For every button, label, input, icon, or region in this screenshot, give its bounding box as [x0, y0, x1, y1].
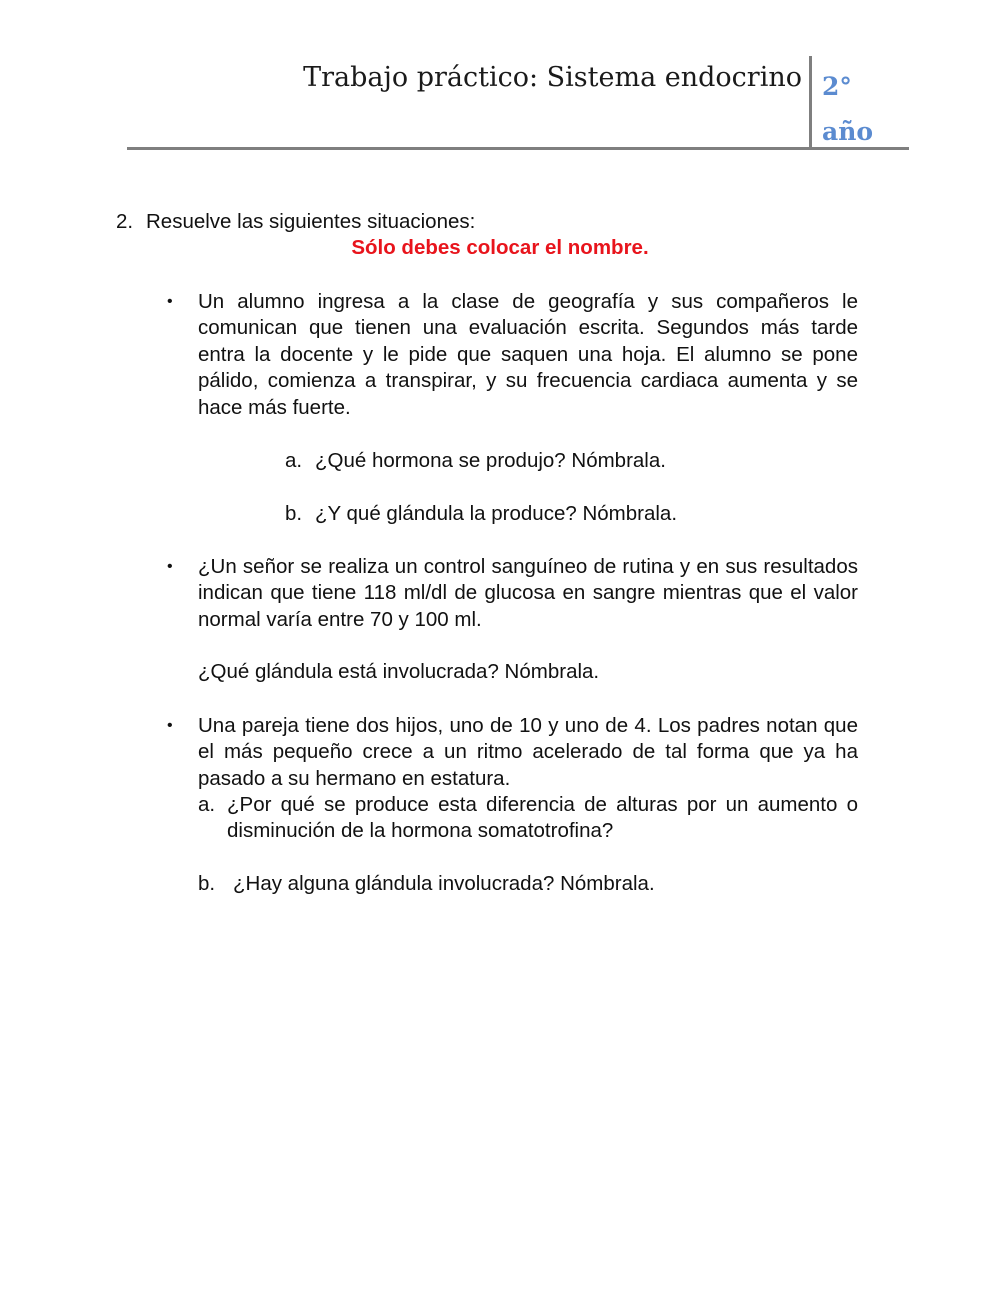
situation-1-question-b-label: b. — [285, 502, 303, 525]
situation-1-question-a: ¿Qué hormona se produjo? Nómbrala. — [315, 449, 666, 472]
instruction-note: Sólo debes colocar el nombre. — [351, 236, 649, 259]
bullet-icon: • — [167, 293, 173, 310]
header-divider-vertical — [809, 56, 812, 150]
header-divider-horizontal — [127, 147, 909, 150]
grade-word: año — [822, 117, 874, 146]
grade-number: 2° — [822, 72, 852, 101]
situation-3-question-b-label: b. — [198, 872, 216, 895]
bullet-icon: • — [167, 717, 173, 734]
situation-1-text: Un alumno ingresa a la clase de geografía y sus compañeros le comunican que tienen una evaluación escrita. Segundos más tarde entra la docente y le pide que saquen una hoja. El alumno se pone pálido, comienza a transpirar, y su frecuencia cardiaca aumenta y se hace más fuerte. — [198, 290, 858, 419]
section-number: 2. — [116, 210, 134, 233]
bullet-icon: • — [167, 558, 173, 575]
situation-3-text: Una pareja tiene dos hijos, uno de 10 y uno de 4. Los padres notan que el más pequeño crece a un ritmo acelerado de tal forma que ya ha pasado a su hermano en estatura. — [198, 714, 858, 790]
situation-1-question-a-label: a. — [285, 449, 303, 472]
situation-2-text: ¿Un señor se realiza un control sanguíneo de rutina y en sus resultados indican que tiene 118 ml/dl de glucosa en sangre mientras que el valor normal varía entre 70 y 100 ml. — [198, 555, 858, 631]
situation-2-question: ¿Qué glándula está involucrada? Nómbrala. — [198, 660, 600, 683]
section-intro: Resuelve las siguientes situaciones: — [146, 210, 476, 233]
situation-1-question-b: ¿Y qué glándula la produce? Nómbrala. — [315, 502, 678, 525]
grade-label — [822, 64, 873, 154]
situation-3-question-a-label: a. — [198, 793, 216, 816]
page-title: Trabajo práctico: Sistema endocrino — [303, 62, 802, 93]
situation-3-question-b: ¿Hay alguna glándula involucrada? Nómbrala. — [233, 872, 655, 895]
situation-3-question-a: ¿Por qué se produce esta diferencia de alturas por un aumento o disminución de la hormona somatotrofina? — [227, 793, 858, 843]
